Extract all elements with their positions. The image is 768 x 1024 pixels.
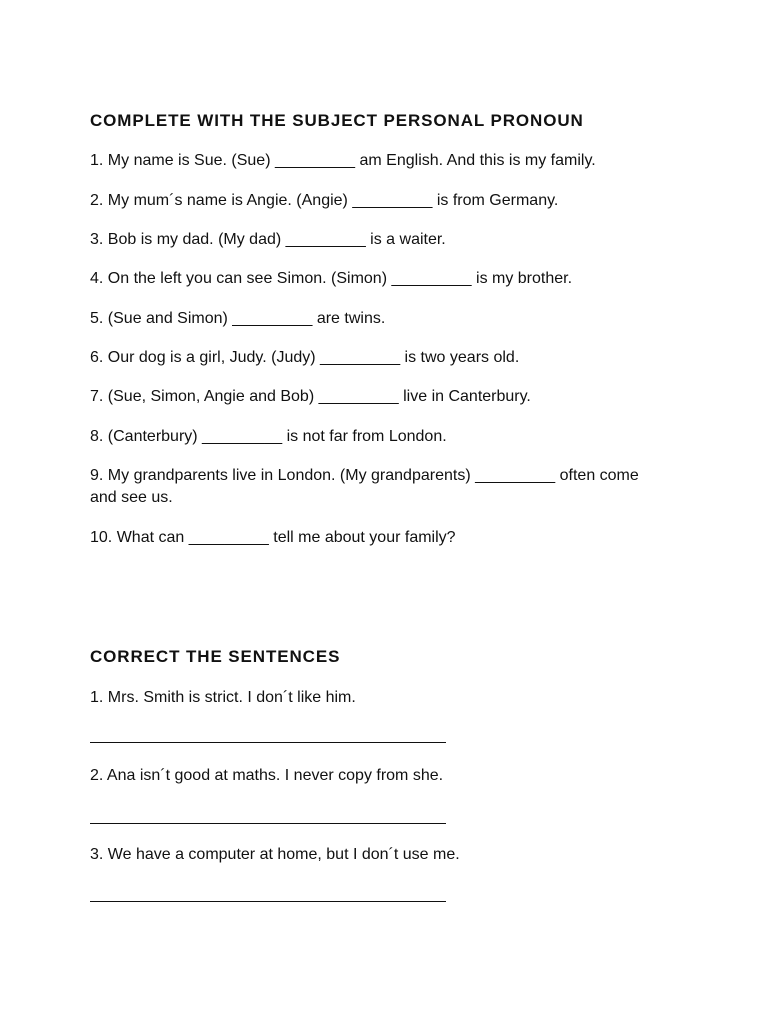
pronoun-exercise-9: 9. My grandparents live in London. (My grandparents) _________ often come and see us. <box>90 467 639 506</box>
pronoun-exercise-1: 1. My name is Sue. (Sue) _________ am English. And this is my family. <box>90 152 596 169</box>
correct-exercise-2: 2. Ana isn´t good at maths. I never copy from she. <box>90 767 444 784</box>
pronoun-exercise-4: 4. On the left you can see Simon. (Simon) _________ is my brother. <box>90 270 573 287</box>
answer-line-2[interactable] <box>90 823 446 824</box>
pronoun-exercise-6: 6. Our dog is a girl, Judy. (Judy) _________ is two years old. <box>90 349 520 366</box>
section-title-correct: CORRECT THE SENTENCES <box>90 647 341 666</box>
pronoun-exercise-2: 2. My mum´s name is Angie. (Angie) _________ is from Germany. <box>90 192 559 209</box>
pronoun-exercise-7: 7. (Sue, Simon, Angie and Bob) _________ live in Canterbury. <box>90 388 531 405</box>
pronoun-exercise-8: 8. (Canterbury) _________ is not far from London. <box>90 428 447 445</box>
pronoun-exercise-5: 5. (Sue and Simon) _________ are twins. <box>90 310 386 327</box>
correct-exercise-1: 1. Mrs. Smith is strict. I don´t like him. <box>90 689 356 706</box>
correct-exercise-3: 3. We have a computer at home, but I don´t use me. <box>90 846 460 863</box>
pronoun-exercise-3: 3. Bob is my dad. (My dad) _________ is a waiter. <box>90 231 446 248</box>
answer-line-3[interactable] <box>90 901 446 902</box>
answer-line-1[interactable] <box>90 742 446 743</box>
section-title-pronouns: COMPLETE WITH THE SUBJECT PERSONAL PRONOUN <box>90 111 584 130</box>
pronoun-exercise-10: 10. What can _________ tell me about your family? <box>90 529 456 546</box>
